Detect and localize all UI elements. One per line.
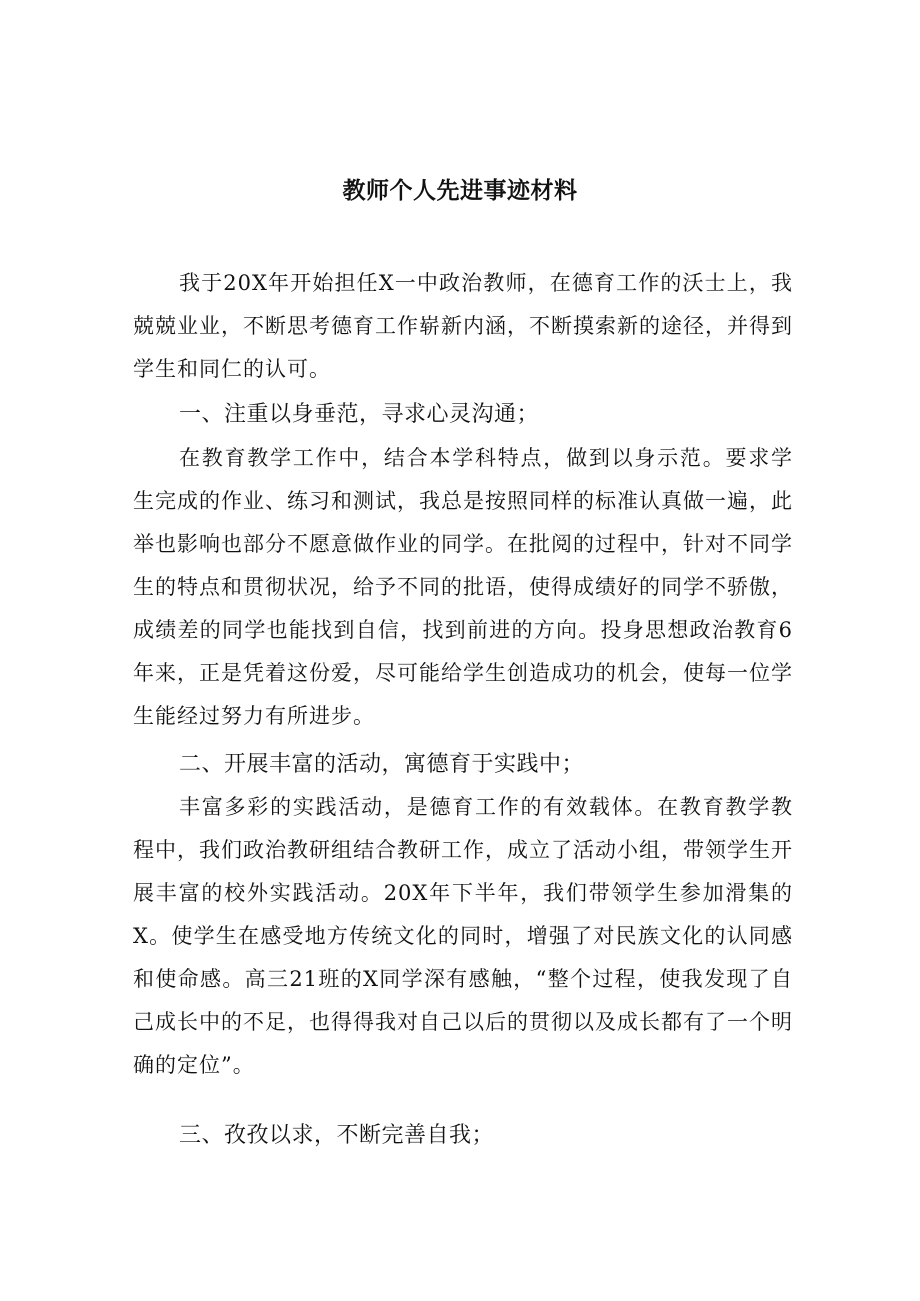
section-2-paragraph: 丰富多彩的实践活动，是德育工作的有效载体。在教育教学教程中，我们政治教研组结合教研工作，成立了活动小组，带领学生开展丰富的校外实践活动。20X年下半年，我们带领学生参加滑集的X。使学生在感受地方传统文化的同时，增强了对民族文化的认同感和使命感。高三21班的X同学深有感触，“整个过程，使我发现了自己成长中的不足，也得得我对自己以后的贯彻以及成长都有了一个明确的定位”。 <box>133 795 793 1077</box>
section-1-heading: 一、注重以身垂范，寻求心灵沟通； <box>179 402 540 427</box>
document-title: 教师个人先进事迹材料 <box>342 178 578 204</box>
section-3-heading: 三、孜孜以求，不断完善自我； <box>179 1123 495 1148</box>
section-1-paragraph: 在教育教学工作中，结合本学科特点，做到以身示范。要求学生完成的作业、练习和测试，我总是按照同样的标准认真做一遍，此举也影响也部分不愿意做作业的同学。在批阅的过程中，针对不同学生的特点和贯彻状况，给予不同的批语，使得成绩好的同学不骄傲，成绩差的同学也能找到自信，找到前进的方向。投身思想政治教育6年来，正是凭着这份爱，尽可能给学生创造成功的机会，使每一位学生能经过努力有所进步。 <box>133 446 793 728</box>
intro-paragraph: 我于20X年开始担任X一中政治教师，在德育工作的沃士上，我兢兢业业，不断思考德育工作崭新内涵，不断摸索新的途径，并得到学生和同仁的认可。 <box>133 271 793 381</box>
section-2-heading: 二、开展丰富的活动，寓德育于实践中； <box>179 752 585 777</box>
